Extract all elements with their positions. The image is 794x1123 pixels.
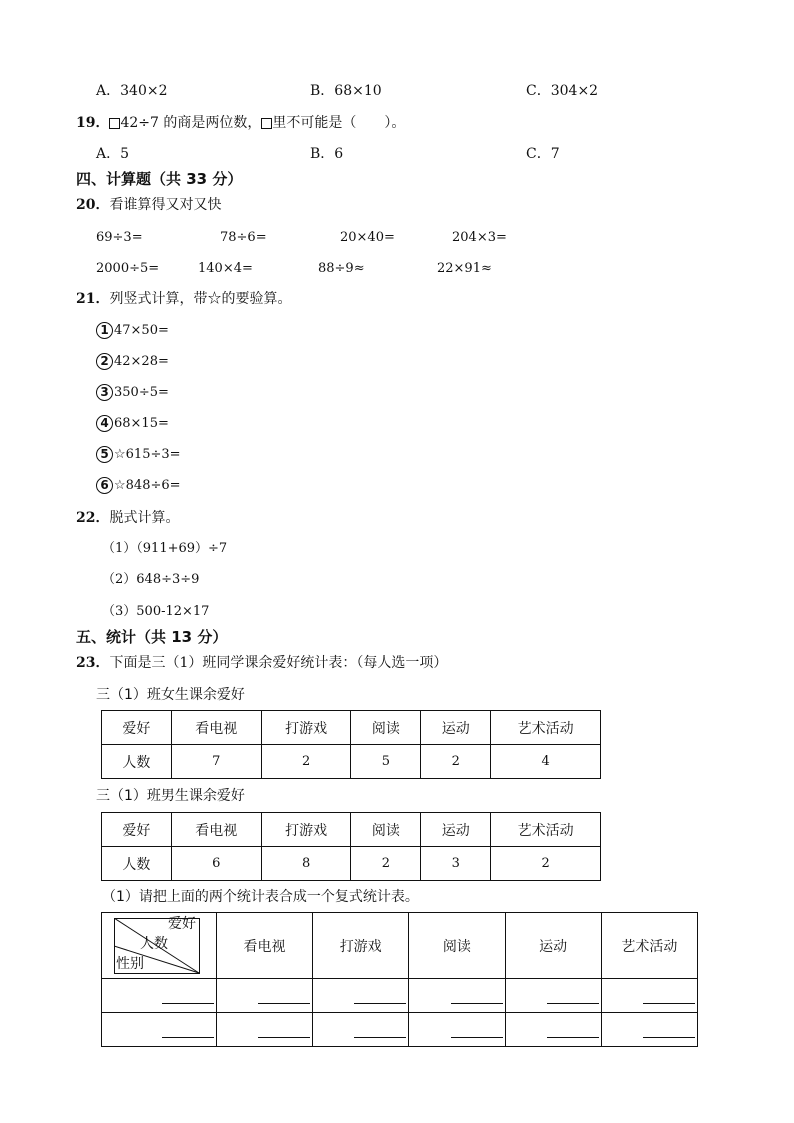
answer-cell[interactable] <box>601 979 697 1013</box>
table-row <box>102 847 601 881</box>
q20-expr: 2000÷5= <box>96 261 160 276</box>
table-header-row <box>102 813 601 847</box>
table-header-row <box>102 913 698 979</box>
table-header-cell: 阅读 <box>351 813 421 847</box>
q20-expr: 88÷9≈ <box>318 261 365 276</box>
answer-blank <box>162 989 214 1004</box>
q19-option-b: B．6 <box>310 146 344 162</box>
table-header-cell: 运动 <box>421 711 491 745</box>
q21-stem: 21．列竖式计算，带☆的要验算。 <box>76 291 292 307</box>
table-cell: 2 <box>261 745 351 779</box>
q23-stem: 23．下面是三（1）班同学课余爱好统计表：（每人选一项） <box>76 655 448 671</box>
q20-stem: 20．看谁算得又对又快 <box>76 197 222 213</box>
answer-cell[interactable] <box>409 979 505 1013</box>
answer-blank <box>258 989 310 1004</box>
table-cell: 8 <box>261 847 351 881</box>
table-header-cell: 爱好 <box>102 711 172 745</box>
table-row <box>102 745 601 779</box>
answer-blank <box>258 1023 310 1038</box>
answer-blank <box>643 1023 695 1038</box>
table-header-cell: 艺术活动 <box>601 913 697 979</box>
table-cell: 2 <box>351 847 421 881</box>
q18-option-a: A．340×2 <box>96 83 168 99</box>
answer-blank <box>162 1023 214 1038</box>
q20-expr: 140×4= <box>198 261 253 276</box>
table-header-cell: 阅读 <box>351 711 421 745</box>
answer-cell[interactable] <box>409 1013 505 1047</box>
table-cell: 2 <box>491 847 601 881</box>
table-cell: 5 <box>351 745 421 779</box>
table-header-cell: 看电视 <box>216 913 312 979</box>
q21-item: 6 ☆848÷6= <box>96 477 181 495</box>
table-header-cell: 阅读 <box>409 913 505 979</box>
box-icon <box>109 118 120 129</box>
corner-bottom-label: 性别 <box>116 956 144 972</box>
q20-expr: 204×3= <box>452 230 507 245</box>
q21-item: 5 ☆615÷3= <box>96 446 181 464</box>
answer-cell[interactable] <box>313 1013 409 1047</box>
answer-cell[interactable] <box>216 979 312 1013</box>
table-header-cell: 运动 <box>421 813 491 847</box>
table-header-cell: 打游戏 <box>313 913 409 979</box>
answer-cell[interactable] <box>216 1013 312 1047</box>
answer-cell[interactable] <box>601 1013 697 1047</box>
q20-expr: 78÷6= <box>220 230 267 245</box>
q20-expr: 20×40= <box>340 230 395 245</box>
box-icon <box>261 118 272 129</box>
table-header-cell: 打游戏 <box>261 813 351 847</box>
q22-item: （2）648÷3÷9 <box>102 572 200 587</box>
answer-blank <box>643 989 695 1004</box>
section-5-title: 五、统计（共 13 分） <box>76 628 228 646</box>
table-header-cell: 爱好 <box>102 813 172 847</box>
table-cell: 2 <box>421 745 491 779</box>
answer-blank <box>354 989 406 1004</box>
table-cell: 4 <box>491 745 601 779</box>
answer-blank <box>354 1023 406 1038</box>
q18-option-b: B．68×10 <box>310 83 382 99</box>
answer-cell[interactable] <box>505 979 601 1013</box>
answer-cell[interactable] <box>313 979 409 1013</box>
combined-hobby-table <box>101 912 698 1047</box>
q19-number: 19． <box>76 115 110 131</box>
q19-option-c: C．7 <box>526 146 560 162</box>
table-cell: 3 <box>421 847 491 881</box>
girls-hobby-table <box>101 710 601 779</box>
boys-hobby-table <box>101 812 601 881</box>
answer-cell[interactable] <box>505 1013 601 1047</box>
table-cell: 7 <box>171 745 261 779</box>
corner-top-label: 爱好 <box>168 916 196 932</box>
boys-table-caption: 三（1）班男生课余爱好 <box>96 788 245 804</box>
answer-blank <box>451 1023 503 1038</box>
table-header-cell: 艺术活动 <box>491 813 601 847</box>
q21-item: 1 47×50= <box>96 322 169 340</box>
q20-expr: 69÷3= <box>96 230 143 245</box>
q21-item: 3 350÷5= <box>96 384 169 402</box>
q21-item: 4 68×15= <box>96 415 169 433</box>
table-header-cell: 看电视 <box>171 813 261 847</box>
section-4-title: 四、计算题（共 33 分） <box>76 170 243 188</box>
q22-item: （1）（911+69）÷7 <box>102 541 228 556</box>
answer-blank <box>451 989 503 1004</box>
q22-stem: 22．脱式计算。 <box>76 510 180 526</box>
table-header-row <box>102 711 601 745</box>
q23-sub1: （1）请把上面的两个统计表合成一个复式统计表。 <box>102 889 419 905</box>
table-cell: 6 <box>171 847 261 881</box>
q18-option-c: C．304×2 <box>526 83 599 99</box>
diagonal-header-cell <box>102 913 217 979</box>
answer-cell[interactable] <box>102 1013 217 1047</box>
q19-option-a: A．5 <box>96 146 130 162</box>
table-header-cell: 打游戏 <box>261 711 351 745</box>
table-header-cell: 艺术活动 <box>491 711 601 745</box>
answer-blank <box>547 1023 599 1038</box>
table-row <box>102 979 698 1013</box>
q19-stem: 19． 42÷7 的商是两位数， 里不可能是（ ）。 <box>76 115 406 131</box>
answer-blank <box>547 989 599 1004</box>
table-row <box>102 1013 698 1047</box>
q21-item: 2 42×28= <box>96 353 169 371</box>
table-header-cell: 看电视 <box>171 711 261 745</box>
answer-cell[interactable] <box>102 979 217 1013</box>
table-header-cell: 运动 <box>505 913 601 979</box>
table-row-label: 人数 <box>102 745 172 779</box>
girls-table-caption: 三（1）班女生课余爱好 <box>96 687 245 703</box>
q20-expr: 22×91≈ <box>437 261 492 276</box>
table-row-label: 人数 <box>102 847 172 881</box>
corner-middle-label: 人数 <box>140 936 168 952</box>
q22-item: （3）500-12×17 <box>102 604 210 619</box>
